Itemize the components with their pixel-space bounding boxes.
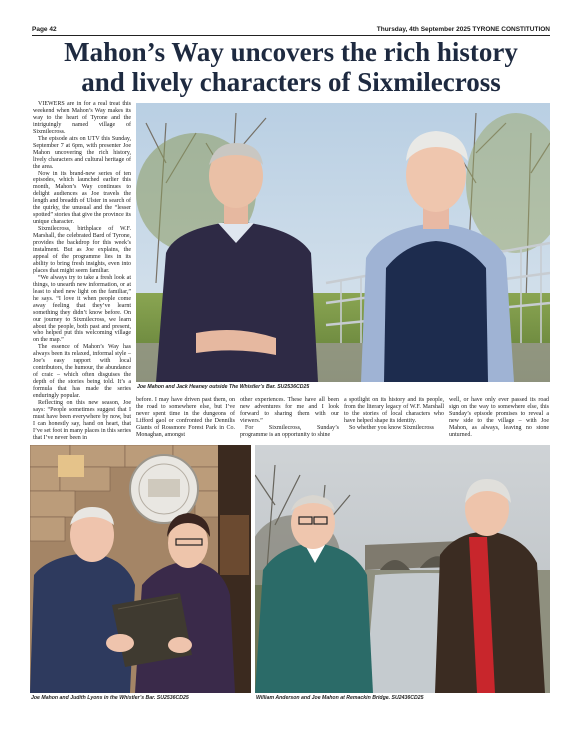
article-column-1 bbox=[33, 101, 131, 439]
headline bbox=[30, 37, 552, 97]
paragraph: The essence of Mahon’s Way has always been its relaxed, informal style – Joe’s easy rapport with local contributors, the humour, the abundance of craic – which often disguises the depth of the stories being told. It’s a formula that has made the series enduringly popular. bbox=[33, 344, 131, 400]
paragraph: The episode airs on UTV this Sunday, September 7 at 6pm, with presenter Joe Mahon uncovering the rich history, lively characters and cultural heritage of the area. bbox=[33, 135, 131, 170]
photo-anderson-mahon bbox=[255, 445, 550, 693]
paragraph: “We always try to take a fresh look at things, to unearth new information, or at least to shed new light on the familiar,” he says. “I love it when people come away feeling that they’ve learnt something they didn’t know before. On our journey to Sixmilecross, we learn about the people, both past and present, who helped put this welcoming village on the map.” bbox=[33, 274, 131, 344]
headline-line-1: Mahon’s Way uncovers the rich history bbox=[64, 37, 518, 67]
photo-mahon-lyons bbox=[30, 445, 251, 693]
page-number: Page 42 bbox=[32, 26, 57, 33]
bottom-left-caption: Joe Mahon and Judith Lyons in the Whistler’s Bar. SU2536CD25 bbox=[31, 695, 189, 701]
article-column-5 bbox=[449, 397, 549, 442]
article-column-3 bbox=[240, 397, 339, 442]
paragraph: other experiences. These have all been new adventures for me and I look forward to sharing them with our viewers.” bbox=[240, 397, 339, 424]
article-column-2 bbox=[136, 397, 235, 442]
top-photo-caption: Joe Mahon and Jack Heaney outside The Whistler’s Bar. SU2536CD25 bbox=[137, 384, 310, 390]
dateline: Thursday, 4th September 2025 TYRONE CONSTITUTION bbox=[376, 26, 550, 33]
paragraph: Reflecting on this new season, Joe says: “People sometimes suggest that I must have been everywhere by now, but I can honestly say, hand on heart, that I’ve set foot in many places in this series that I’ve never been in bbox=[33, 399, 131, 441]
paragraph: a spotlight on its history and its people, from the literary legacy of W.F. Marshall to the stories of local characters who have helped shape its identity. bbox=[344, 397, 444, 424]
paragraph: Now in its brand-new series of ten episodes, which launched earlier this month, Mahon’s Way continues to delight audiences as Joe travels the length and breadth of Ulster in search of the quirky, the unusual and the “lesser spotted” stories that give the province its unique character. bbox=[33, 170, 131, 226]
paragraph: For Sixmilecross, Sunday’s programme is an opportunity to shine bbox=[240, 424, 339, 438]
headline-line-2: and lively characters of Sixmilecross bbox=[81, 67, 501, 97]
photo-mahon-heaney bbox=[136, 103, 550, 382]
paragraph: well, or have only ever passed its road sign on the way to somewhere else, this Sunday’s episode promises to reveal a new side to the village – with Joe Mahon, as always, leaving no stone unturned. bbox=[449, 397, 549, 438]
paragraph: VIEWERS are in for a real treat this weekend when Mahon’s Way makes its way to the heart of Tyrone and the intriguingly named village of Sixmilecross. bbox=[33, 101, 131, 135]
article-column-4 bbox=[344, 397, 444, 442]
header-rule bbox=[32, 35, 550, 36]
paragraph: before. I may have driven past them, on the road to somewhere else, but I’ve never spent time in the dungeons of Lifford gaol or confronted the Dennilis Giants of Rossmore Forest Park in Co. Monaghan, amongst bbox=[136, 397, 235, 438]
paragraph: Sixmilecross, birthplace of W.F. Marshall, the celebrated Bard of Tyrone, provides the backdrop for this week’s instalment. But as Joe explains, the appeal of the programme lies in its ability to bring fresh insights, even into places that might seem familiar. bbox=[33, 226, 131, 274]
paragraph: So whether you know Sixmilecross bbox=[349, 424, 434, 431]
bottom-right-caption: William Anderson and Joe Mahon at Remackin Bridge. SU2436CD25 bbox=[256, 695, 424, 701]
